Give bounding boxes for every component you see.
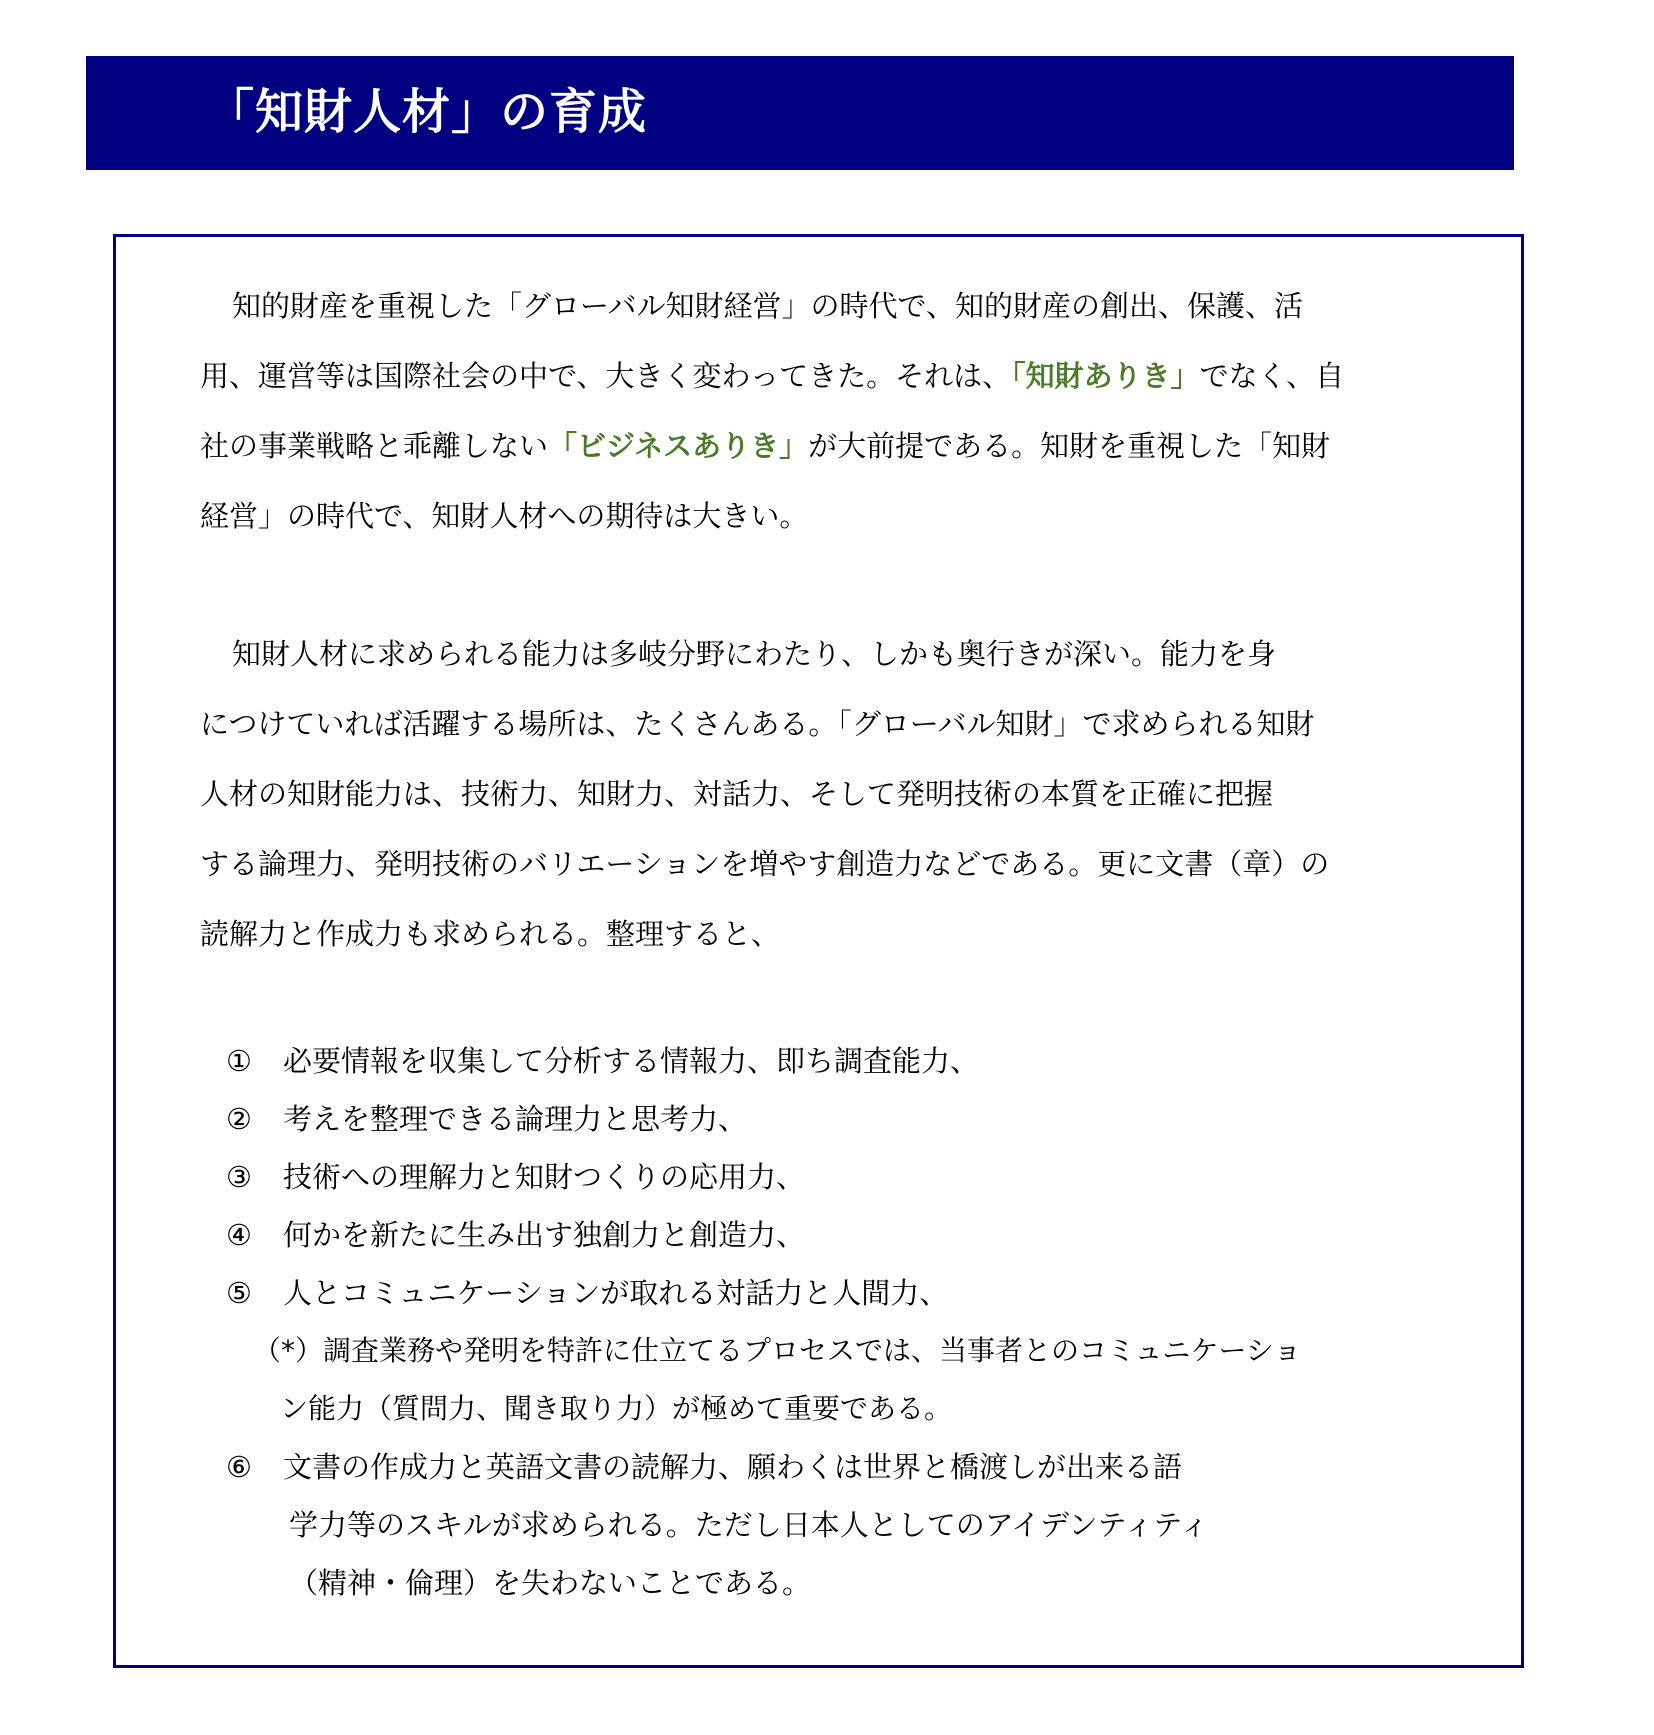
highlight-chizai-ariki: 「知財ありき」: [1011, 359, 1200, 393]
paragraph-2-line-3: 人材の知財能力は、技術力、知財力、対話力、そして発明技術の本質を正確に把握: [200, 777, 1274, 811]
list-text: 必要情報を収集して分析する情報力、即ち調査能力、: [283, 1044, 980, 1078]
list-note: [226, 1322, 1326, 1438]
paragraph-1-line-4: 経営」の時代で、知財人材への期待は大きい。: [200, 499, 809, 533]
list-text: 人とコミュニケーションが取れる対話力と人間力、: [283, 1276, 949, 1310]
list-number: ②: [226, 1102, 252, 1136]
list-number: ⑥: [226, 1450, 252, 1484]
list-item: [226, 1206, 1326, 1264]
paragraph-1-line-2: [200, 341, 1390, 411]
list-item: [226, 1264, 1326, 1322]
paragraph-1-line-1: 知的財産を重視した「グローバル知財経営」の時代で、知的財産の創出、保護、活: [232, 289, 1303, 323]
content-box: [113, 234, 1524, 1668]
list-number: ④: [226, 1218, 252, 1252]
list-text-continued: 学力等のスキルが求められる。ただし日本人としてのアイデンティティ: [289, 1508, 1209, 1542]
highlight-business-ariki: 「ビジネスありき」: [548, 429, 809, 463]
list-number: ⑤: [226, 1276, 252, 1310]
list-number: ③: [226, 1160, 252, 1194]
note-line-1: （*）調査業務や発明を特許に仕立てるプロセスでは、当事者とのコミュニケーショ: [253, 1334, 1302, 1367]
list-item: [226, 1032, 1326, 1090]
text-span: でなく、自: [1199, 359, 1345, 393]
list-text: 技術への理解力と知財つくりの応用力、: [283, 1160, 806, 1194]
paragraph-2-line-5: 読解力と作成力も求められる。整理すると、: [200, 917, 781, 951]
paragraph-2-line-1: 知財人材に求められる能力は多岐分野にわたり、しかも奥行きが深い。能力を身: [232, 637, 1277, 671]
list-text: 文書の作成力と英語文書の読解力、願わくは世界と橋渡しが出来る語: [283, 1450, 1183, 1484]
paragraph-1: [200, 271, 1390, 551]
list-text-continued: （精神・倫理）を失わないことである。: [289, 1566, 812, 1600]
title-banner: [86, 56, 1514, 170]
paragraph-2-line-2: につけていれば活躍する場所は、たくさんある。「グローバル知財」で求められる知財: [200, 707, 1315, 741]
list-item: [226, 1148, 1326, 1206]
text-span: 社の事業戦略と乖離しない: [200, 429, 549, 463]
paragraph-2-line-4: する論理力、発明技術のバリエーションを増やす創造力などである。更に文書（章）の: [200, 847, 1330, 881]
paragraph-2: [200, 619, 1390, 969]
list-text: 考えを整理できる論理力と思考力、: [283, 1102, 748, 1136]
list-text: 何かを新たに生み出す独創力と創造力、: [283, 1218, 806, 1252]
paragraph-1-line-3: [200, 411, 1390, 481]
list-item: [226, 1090, 1326, 1148]
abilities-list: [226, 1032, 1326, 1612]
note-line-2: ン能力（質問力、聞き取り力）が極めて重要である。: [280, 1392, 953, 1425]
list-item: [226, 1438, 1326, 1612]
text-span: が大前提である。知財を重視した「知財: [808, 429, 1331, 463]
list-number: ①: [226, 1044, 252, 1078]
page-title: 「知財人材」の育成: [206, 84, 648, 140]
text-span: 用、運営等は国際社会の中で、大きく変わってきた。それは、: [200, 359, 1012, 393]
